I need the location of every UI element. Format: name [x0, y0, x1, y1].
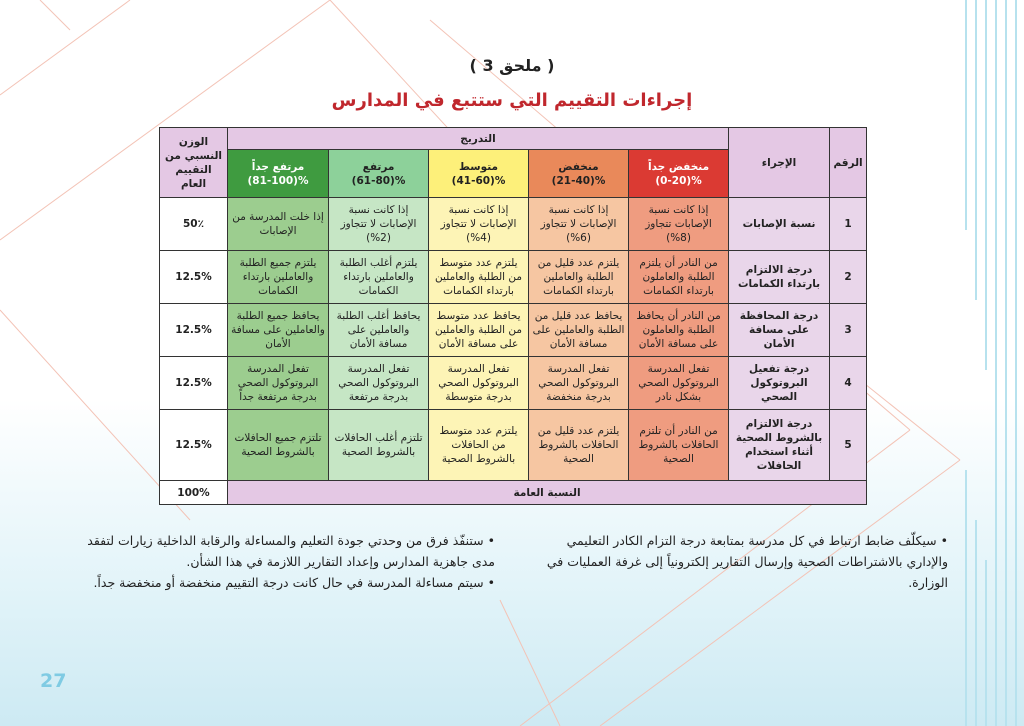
row-weight: 12.5%	[160, 357, 228, 410]
category-high: مرتفع (61-80)%	[329, 150, 429, 198]
table-row	[160, 304, 867, 357]
cell-very-low: من النادر أن يلتزم الطلبة والعاملون بارتداء الكمامات	[629, 251, 729, 304]
cell-medium: يلتزم عدد متوسط من الحافلات بالشروط الصحية	[429, 410, 529, 481]
category-low: منخفض (21-40)%	[529, 150, 629, 198]
cell-low: يحافظ عدد قليل من الطلبة والعاملين على مسافة الأمان	[529, 304, 629, 357]
row-procedure: درجة الالتزام بالشروط الصحية أثناء استخدام الحافلات	[729, 410, 830, 481]
table-row	[160, 357, 867, 410]
cell-very-low: إذا كانت نسبة الإصابات تتجاوز (8%)	[629, 198, 729, 251]
cell-very-high: تلتزم جميع الحافلات بالشروط الصحية	[228, 410, 329, 481]
row-number: 5	[830, 410, 867, 481]
cell-medium: تفعل المدرسة البروتوكول الصحي بدرجة متوسطة	[429, 357, 529, 410]
cell-high: يلتزم أغلب الطلبة والعاملين بارتداء الكمامات	[329, 251, 429, 304]
table-row	[160, 251, 867, 304]
row-number: 1	[830, 198, 867, 251]
notes-right	[536, 530, 948, 593]
cell-high: تفعل المدرسة البروتوكول الصحي بدرجة مرتفعة	[329, 357, 429, 410]
cell-low: تفعل المدرسة البروتوكول الصحي بدرجة منخفضة	[529, 357, 629, 410]
row-weight: 12.5%	[160, 410, 228, 481]
row-number: 4	[830, 357, 867, 410]
cell-very-low: من النادر أن تلتزم الحافلات بالشروط الصحية	[629, 410, 729, 481]
note-paragraph: • ستنفّذ فرق من وحدتي جودة التعليم والمساءلة والرقابة الداخلية زيارات لتفقد مدى جاهزية المدارس وإعداد التقارير اللازمة في هذا الشأن.	[87, 533, 495, 569]
cell-very-high: تفعل المدرسة البروتوكول الصحي بدرجة مرتفعة جداً	[228, 357, 329, 410]
cell-medium: يحافظ عدد متوسط من الطلبة والعاملين على مسافة الأمان	[429, 304, 529, 357]
cell-medium: إذا كانت نسبة الإصابات لا تتجاوز (4%)	[429, 198, 529, 251]
table-row	[160, 198, 867, 251]
category-very-low: منخفض جداً (0-20)%	[629, 150, 729, 198]
total-label: النسبة العامة	[228, 481, 867, 505]
note-paragraph: • سيتم مساءلة المدرسة في حال كانت درجة التقييم منخفضة أو منخفضة جداً.	[93, 575, 495, 590]
header-weight: الوزن النسبي من التقييم العام	[160, 128, 228, 198]
cell-low: يلتزم عدد قليل من الحافلات بالشروط الصحية	[529, 410, 629, 481]
row-procedure: نسبة الإصابات	[729, 198, 830, 251]
category-very-high: مرتفع جداً (81-100)%	[228, 150, 329, 198]
annex-title: ( ملحق 3 )	[469, 56, 555, 75]
row-procedure: درجة الالتزام بارتداء الكمامات	[729, 251, 830, 304]
cell-very-high: يحافظ جميع الطلبة والعاملين على مسافة الأمان	[228, 304, 329, 357]
cell-medium: يلتزم عدد متوسط من الطلبة والعاملين بارتداء الكمامات	[429, 251, 529, 304]
header-procedure: الإجراء	[729, 128, 830, 198]
category-medium: متوسط (41-60)%	[429, 150, 529, 198]
cell-very-high: إذا خلت المدرسة من الإصابات	[228, 198, 329, 251]
cell-high: يحافظ أغلب الطلبة والعاملين على مسافة الأمان	[329, 304, 429, 357]
row-weight: 12.5%	[160, 251, 228, 304]
note-paragraph: • سيكلّف ضابط ارتباط في كل مدرسة بمتابعة درجة التزام الكادر التعليمي والإداري بالاشتراطات الصحية وإرسال التقارير إلكترونياً إلى غرفة العمليات في الوزارة.	[546, 533, 948, 590]
cell-very-low: من النادر أن يحافظ الطلبة والعاملون على مسافة الأمان	[629, 304, 729, 357]
row-weight: 50٪	[160, 198, 228, 251]
row-number: 2	[830, 251, 867, 304]
cell-very-high: يلتزم جميع الطلبة والعاملين بارتداء الكمامات	[228, 251, 329, 304]
page-title: إجراءات التقييم التي ستتبع في المدارس	[331, 90, 693, 111]
table-row	[160, 410, 867, 481]
cell-high: تلتزم أغلب الحافلات بالشروط الصحية	[329, 410, 429, 481]
row-number: 3	[830, 304, 867, 357]
notes-left	[70, 530, 495, 593]
cell-low: يلتزم عدد قليل من الطلبة والعاملين بارتداء الكمامات	[529, 251, 629, 304]
cell-low: إذا كانت نسبة الإصابات لا تتجاوز (6%)	[529, 198, 629, 251]
page-number: 27	[40, 670, 67, 692]
total-row	[160, 481, 867, 505]
row-procedure: درجة تفعيل البروتوكول الصحي	[729, 357, 830, 410]
header-number: الرقم	[830, 128, 867, 198]
row-weight: 12.5%	[160, 304, 228, 357]
evaluation-table	[159, 127, 867, 505]
total-weight: 100%	[160, 481, 228, 505]
cell-high: إذا كانت نسبة الإصابات لا تتجاوز (2%)	[329, 198, 429, 251]
header-grading: التدريج	[228, 128, 729, 150]
row-procedure: درجة المحافظة على مسافة الأمان	[729, 304, 830, 357]
cell-very-low: تفعل المدرسة البروتوكول الصحي بشكل نادر	[629, 357, 729, 410]
